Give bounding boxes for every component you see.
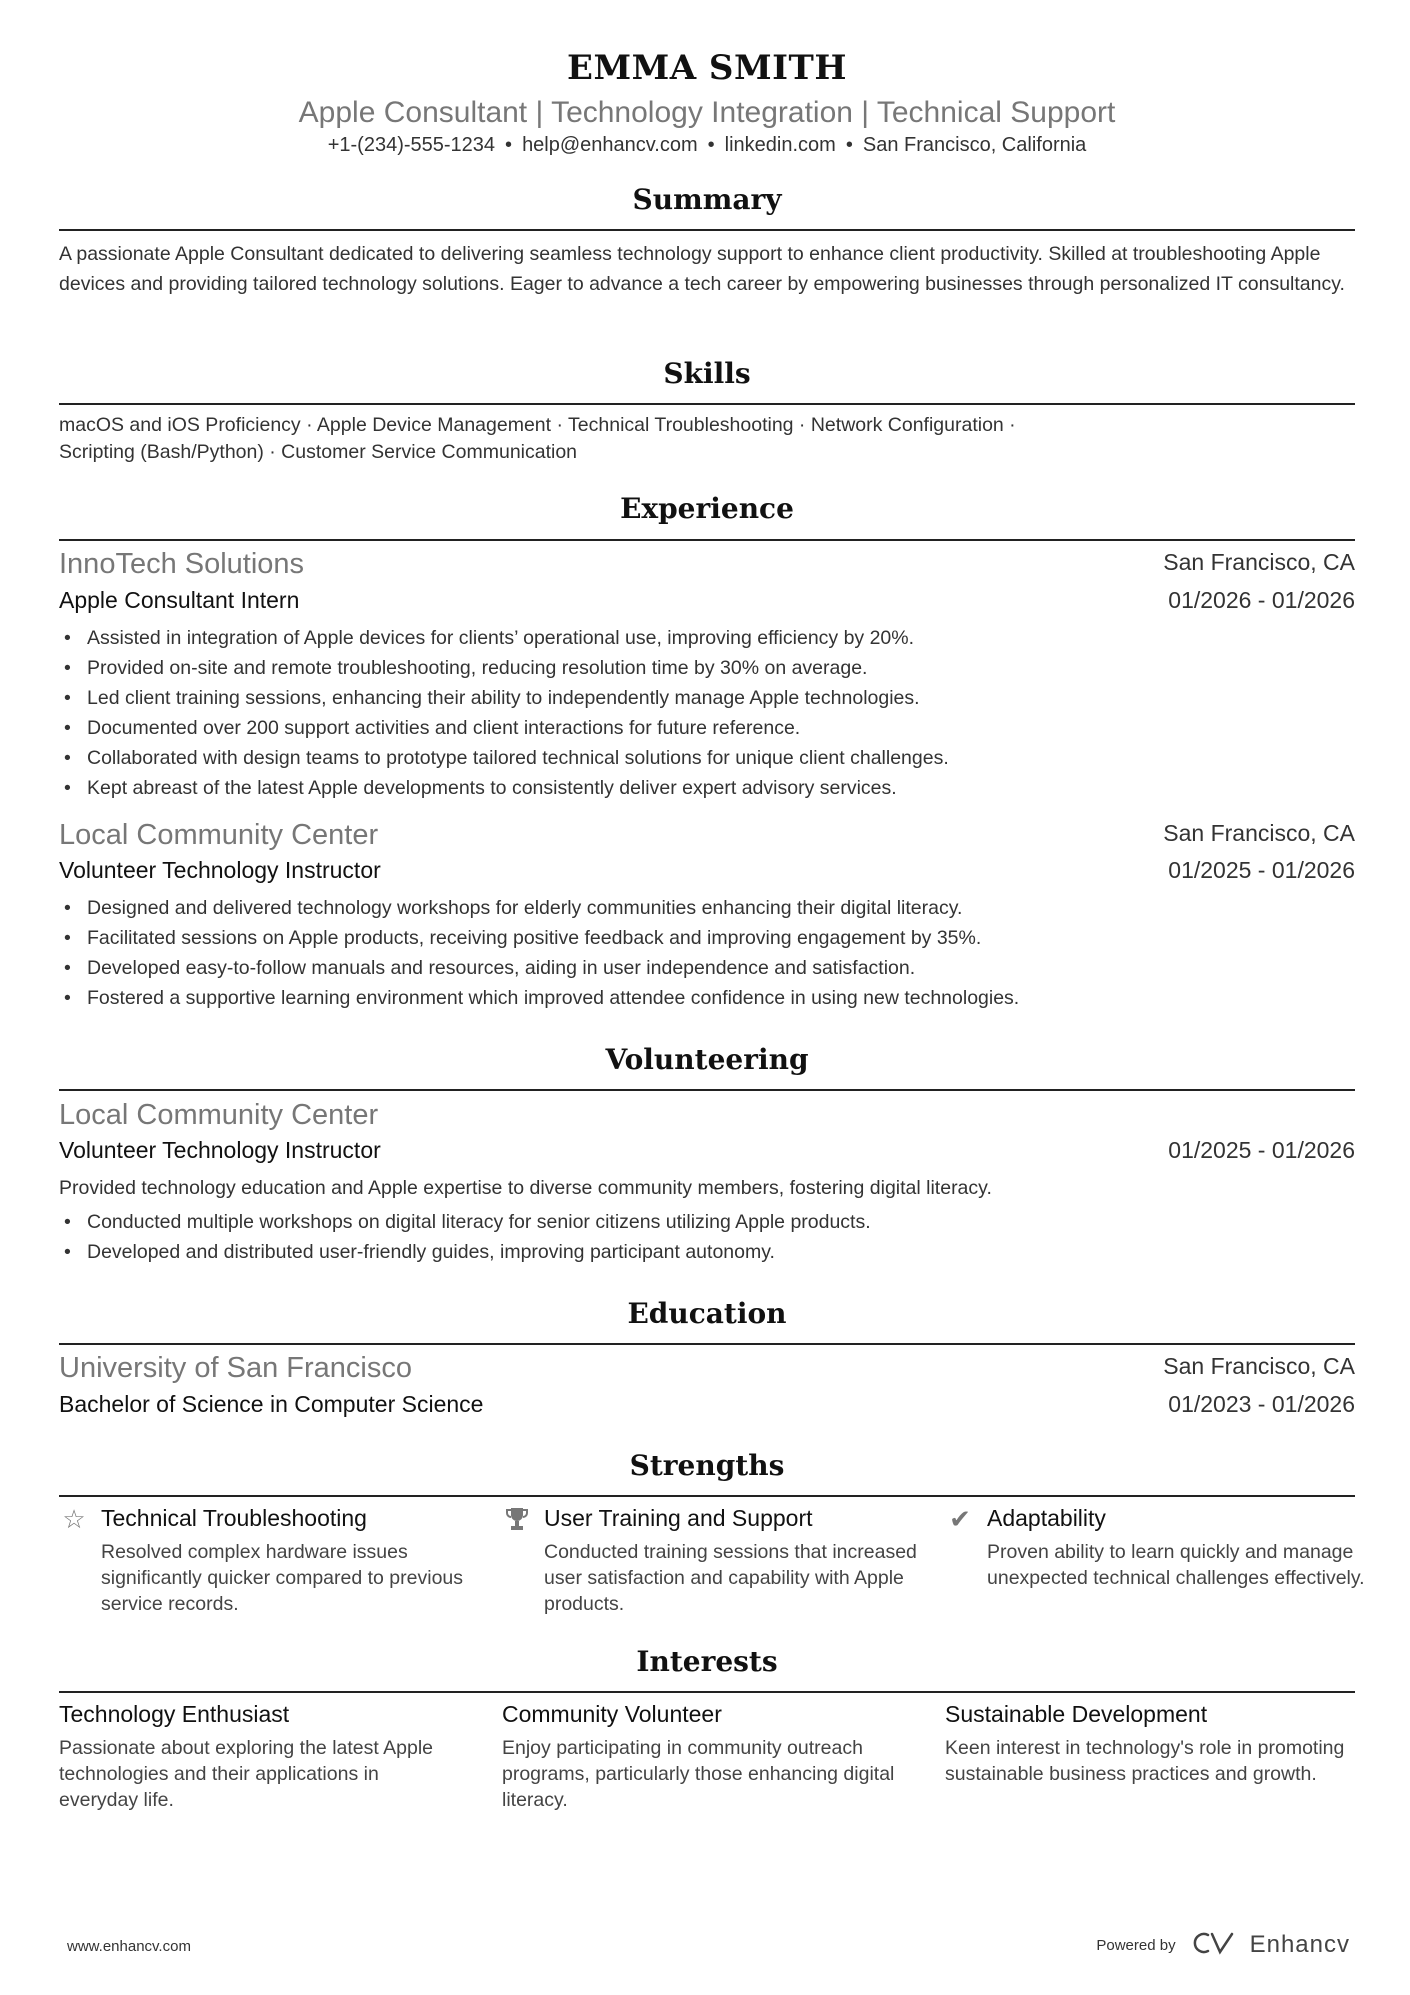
job-bullets <box>59 623 1355 803</box>
enhancv-brand: Enhancv <box>1249 1931 1350 1958</box>
separator: • <box>707 134 715 156</box>
candidate-subtitle: Apple Consultant | Technology Integration | Technical Support <box>298 96 1116 129</box>
bullet-item: • Led client training sessions, enhancing their ability to independently manage Apple technologies. <box>59 683 1355 713</box>
degree: Bachelor of Science in Computer Science <box>59 1391 484 1417</box>
strength-text: Proven ability to learn quickly and manage unexpected technical challenges effectively. <box>987 1541 1365 1589</box>
star-icon: ☆ <box>62 1504 86 1534</box>
divider <box>59 229 1355 231</box>
divider <box>59 1691 1355 1693</box>
school-location: San Francisco, CA <box>1163 1353 1355 1379</box>
interest-text: Enjoy participating in community outreach programs, particularly those enhancing digital literacy. <box>502 1737 895 1811</box>
experience-heading: Experience <box>620 492 794 525</box>
interest-item <box>945 1699 1345 1787</box>
bullet-item: • Developed easy-to-follow manuals and resources, aiding in user independence and satisfaction. <box>59 953 1355 983</box>
interest-title: Community Volunteer <box>502 1701 722 1727</box>
volunteer-dates: 01/2025 - 01/2026 <box>1168 1137 1355 1163</box>
separator: • <box>505 134 513 156</box>
job-role: Apple Consultant Intern <box>59 587 300 613</box>
interest-item <box>59 1699 459 1813</box>
interest-title: Technology Enthusiast <box>59 1701 290 1727</box>
strength-title: User Training and Support <box>544 1505 813 1531</box>
divider <box>59 1495 1355 1497</box>
strengths-heading: Strengths <box>629 1449 785 1482</box>
candidate-name: EMMA SMITH <box>567 48 847 88</box>
skills-list <box>59 412 1355 466</box>
bullet-item: • Documented over 200 support activities and client interactions for future reference. <box>59 713 1355 743</box>
company-name: InnoTech Solutions <box>59 548 305 580</box>
check-icon: ✔ <box>949 1504 971 1534</box>
bullet-item: • Facilitated sessions on Apple products, receiving positive feedback and improving engagement by 35%. <box>59 923 1355 953</box>
bullet-item: • Assisted in integration of Apple devices for clients’ operational use, improving efficiency by 20%. <box>59 623 1355 653</box>
location: San Francisco, California <box>862 134 1087 156</box>
volunteer-role: Volunteer Technology Instructor <box>59 1137 381 1163</box>
strength-text: Conducted training sessions that increased user satisfaction and capability with Apple products. <box>544 1541 917 1615</box>
trophy-icon <box>502 1505 532 1533</box>
email-link[interactable]: help@enhancv.com <box>522 134 698 156</box>
bullet-item: • Kept abreast of the latest Apple developments to consistently deliver expert advisory services. <box>59 773 1355 803</box>
summary-heading: Summary <box>632 183 782 216</box>
strength-text: Resolved complex hardware issues significantly quicker compared to previous service records. <box>101 1541 464 1615</box>
school-name: University of San Francisco <box>59 1352 412 1384</box>
job-bullets <box>59 893 1355 1013</box>
job-location: San Francisco, CA <box>1163 820 1355 846</box>
phone: +1-(234)-555-1234 <box>327 134 496 156</box>
job-dates: 01/2026 - 01/2026 <box>1168 587 1355 613</box>
job-location: San Francisco, CA <box>1163 549 1355 575</box>
divider <box>59 1343 1355 1345</box>
strength-item <box>949 1503 1387 1591</box>
powered-by <box>1096 1930 1350 1960</box>
contact-line <box>59 134 1355 157</box>
bullet-item: • Conducted multiple workshops on digital literacy for senior citizens utilizing Apple products. <box>59 1207 1355 1237</box>
interest-title: Sustainable Development <box>945 1701 1208 1727</box>
powered-by-label: Powered by <box>1096 1936 1176 1954</box>
volunteer-description: Provided technology education and Apple expertise to diverse community members, fostering digital literacy. <box>59 1177 992 1199</box>
interest-item <box>502 1699 902 1813</box>
job-role: Volunteer Technology Instructor <box>59 857 381 883</box>
volunteer-bullets <box>59 1207 1355 1267</box>
divider <box>59 539 1355 541</box>
enhancv-logo-icon <box>1190 1930 1236 1960</box>
company-name: Local Community Center <box>59 819 379 851</box>
skills-line: Scripting (Bash/Python) · Customer Service Communication <box>59 441 578 463</box>
bullet-item: • Collaborated with design teams to prototype tailored technical solutions for unique client challenges. <box>59 743 1355 773</box>
bullet-item: • Fostered a supportive learning environment which improved attendee confidence in using new technologies. <box>59 983 1355 1013</box>
divider <box>59 403 1355 405</box>
interest-text: Keen interest in technology's role in promoting sustainable business practices and growth. <box>945 1737 1345 1785</box>
bullet-item: • Designed and delivered technology workshops for elderly communities enhancing their digital literacy. <box>59 893 1355 923</box>
separator: • <box>845 134 853 156</box>
bullet-item: • Provided on-site and remote troubleshooting, reducing resolution time by 30% on average. <box>59 653 1355 683</box>
strength-item <box>62 1503 501 1617</box>
summary-text: A passionate Apple Consultant dedicated to delivering seamless technology support to enhance client productivity. Skilled at troubleshooting Apple devices and providing tailored technology solutions. Eager to advance a tech career by empowering businesses through personalized IT consultancy. <box>59 243 1345 295</box>
skills-line: macOS and iOS Proficiency · Apple Device Management · Technical Troubleshooting · Network Configuration · <box>59 414 1016 436</box>
strength-title: Adaptability <box>987 1505 1106 1531</box>
divider <box>59 1089 1355 1091</box>
volunteering-heading: Volunteering <box>605 1043 809 1076</box>
volunteer-org: Local Community Center <box>59 1099 379 1131</box>
interest-text: Passionate about exploring the latest Apple technologies and their applications in everyday life. <box>59 1737 434 1811</box>
strength-title: Technical Troubleshooting <box>101 1505 367 1531</box>
linkedin-link[interactable]: linkedin.com <box>724 134 836 156</box>
education-dates: 01/2023 - 01/2026 <box>1168 1391 1355 1417</box>
job-dates: 01/2025 - 01/2026 <box>1168 857 1355 883</box>
bullet-item: • Developed and distributed user-friendly guides, improving participant autonomy. <box>59 1237 1355 1267</box>
strength-item <box>544 1503 944 1617</box>
interests-heading: Interests <box>636 1645 778 1678</box>
footer-website-link[interactable]: www.enhancv.com <box>67 1938 191 1955</box>
education-heading: Education <box>627 1297 787 1330</box>
skills-heading: Skills <box>663 357 751 390</box>
